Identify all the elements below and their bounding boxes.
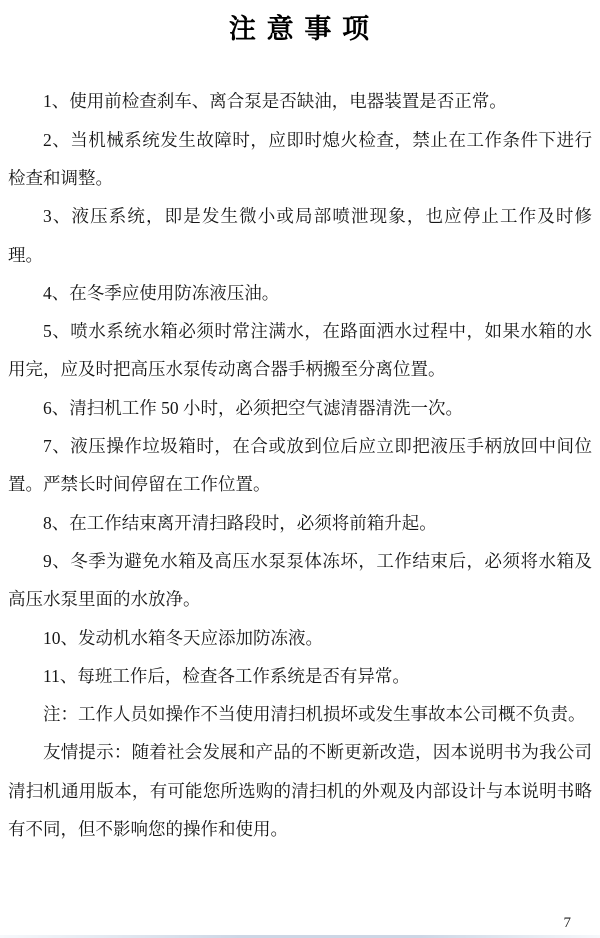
notice-item-9: 9、冬季为避免水箱及高压水泵泵体冻坏，工作结束后，必须将水箱及高压水泵里面的水放净。 bbox=[8, 550, 592, 610]
notice-list bbox=[8, 82, 592, 848]
notice-item-2: 2、当机械系统发生故障时，应即时熄火检查，禁止在工作条件下进行检查和调整。 bbox=[8, 129, 592, 188]
notice-item-3: 3、液压系统，即是发生微小或局部喷泄现象，也应停止工作及时修理。 bbox=[8, 206, 592, 265]
notice-item-7: 7、液压操作垃圾箱时，在合或放到位后应立即把液压手柄放回中间位置。严禁长时间停留在工作位置。 bbox=[8, 436, 592, 495]
notice-item-5: 5、喷水系统水箱必须时常注满水，在路面洒水过程中，如果水箱的水用完，应及时把高压水泵传动离合器手柄搬至分离位置。 bbox=[8, 321, 592, 380]
notice-item-6: 6、清扫机工作 50 小时，必须把空气滤清器清洗一次。 bbox=[43, 397, 463, 418]
notice-item-8: 8、在工作结束离开清扫路段时，必须将前箱升起。 bbox=[43, 512, 437, 533]
notice-item-1: 1、使用前检查刹车、离合泵是否缺油，电器装置是否正常。 bbox=[43, 91, 507, 112]
page-title: 注 意 事 项 bbox=[228, 14, 372, 44]
friendly-tip: 友情提示：随着社会发展和产品的不断更新改造，因本说明书为我公司清扫机通用版本，有可能您所选购的清扫机的外观及内部设计与本说明书略有不同，但不影响您的操作和使用。 bbox=[8, 742, 592, 840]
liability-note: 注：工作人员如操作不当使用清扫机损坏或发生事故本公司概不负责。 bbox=[43, 704, 586, 725]
notice-item-10: 10、发动机水箱冬天应添加防冻液。 bbox=[43, 627, 323, 648]
notice-item-4: 4、在冬季应使用防冻液压油。 bbox=[43, 282, 280, 303]
page-number: 7 bbox=[563, 915, 571, 931]
notice-item-11: 11、每班工作后，检查各工作系统是否有异常。 bbox=[43, 665, 410, 686]
